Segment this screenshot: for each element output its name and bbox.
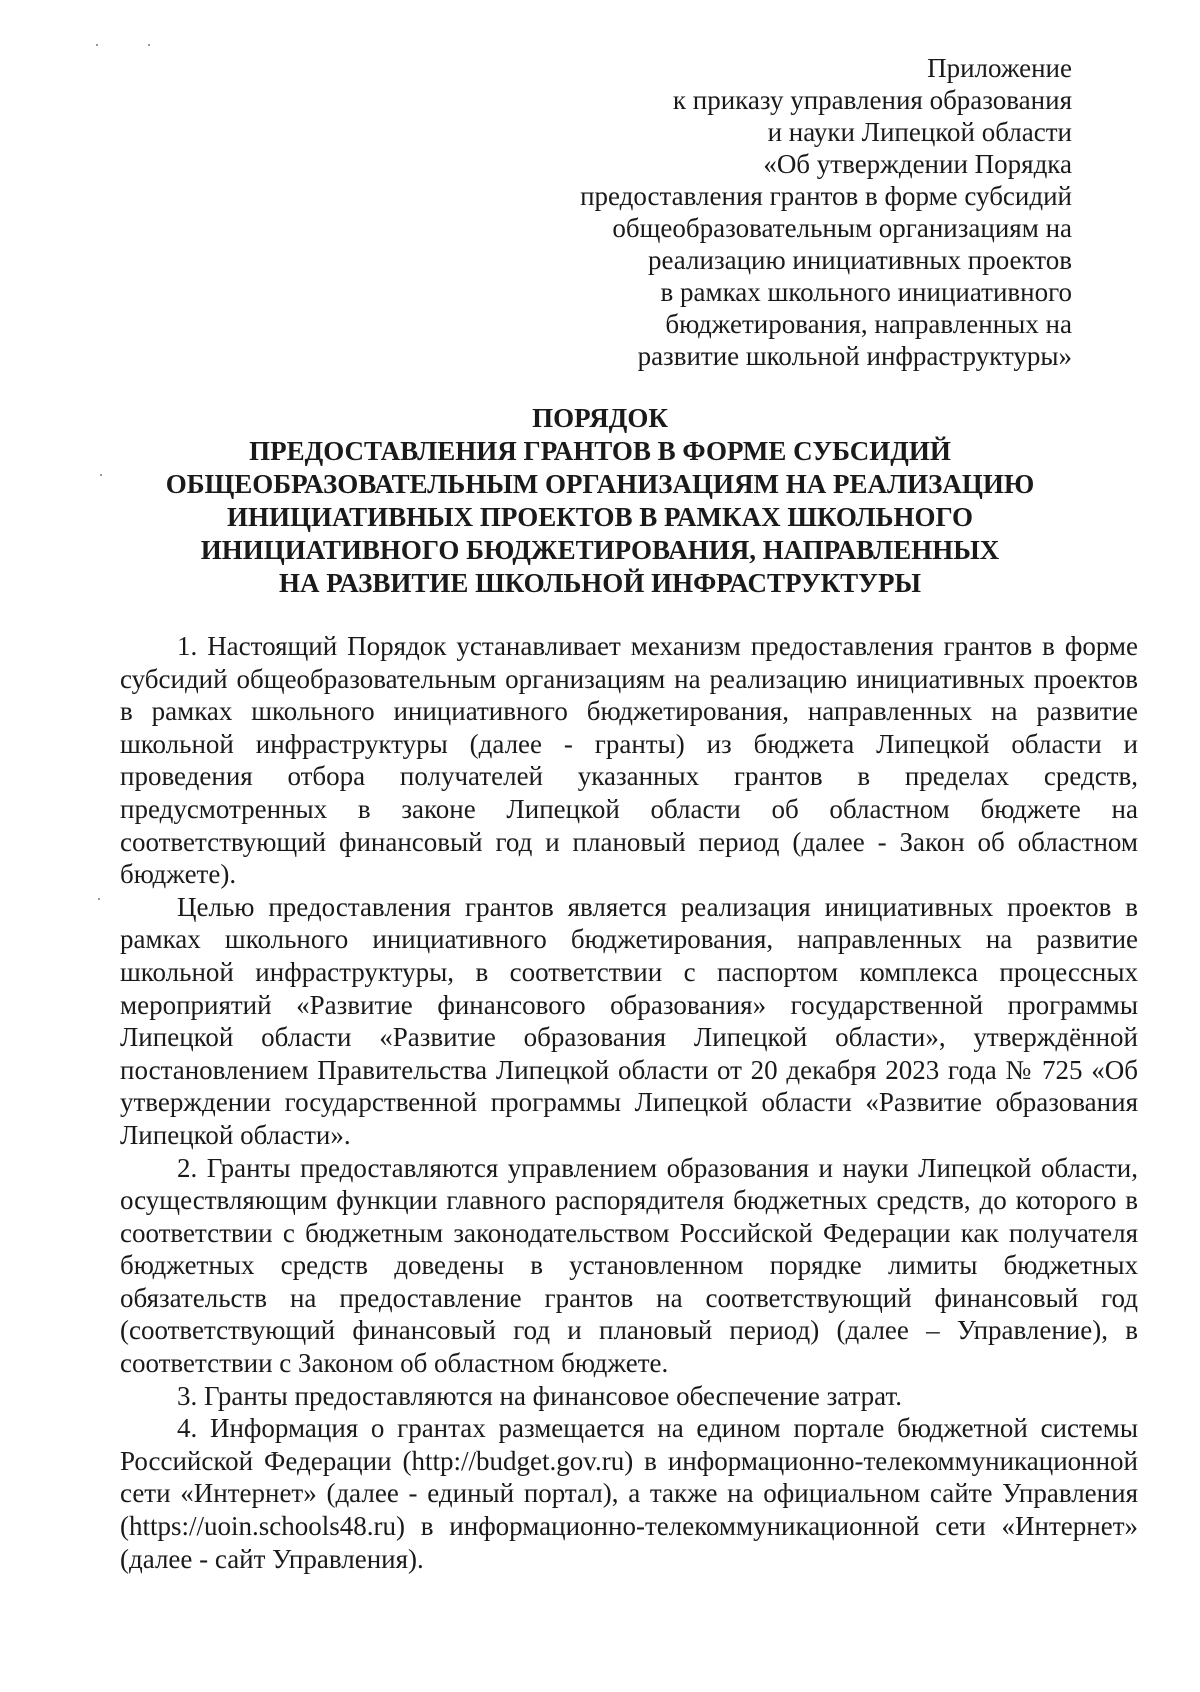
scan-speck (96, 44, 98, 46)
title-line: ИНИЦИАТИВНОГО БЮДЖЕТИРОВАНИЯ, НАПРАВЛЕННЫХ (200, 535, 1000, 565)
appendix-line: «Об утверждении Порядка (763, 149, 1072, 179)
appendix-line: развитие школьной инфраструктуры» (637, 341, 1072, 371)
title-line: НА РАЗВИТИЕ ШКОЛЬНОЙ ИНФРАСТРУКТУРЫ (278, 568, 921, 598)
document-body (120, 630, 1138, 1575)
appendix-line: предоставления грантов в форме субсидий (580, 181, 1072, 211)
document-title (100, 402, 1100, 600)
paragraph-2: 2. Гранты предоставляются управлением образования и науки Липецкой области, осуществляющим функции главного распорядителя бюджетных средств, до которого в соответствии с бюджетным законодательством Российской Федерации как получателя бюджетных средств доведены в установленном порядке лимиты бюджетных обязательств на предоставление грантов на соответствующий финансовый год (соответствующий финансовый год и плановый период) (далее – Управление), в соответствии с Законом об областном бюджете. (120, 1152, 1138, 1379)
appendix-header (512, 52, 1072, 372)
paragraph-1: 1. Настоящий Порядок устанавливает механизм предоставления грантов в форме субсидий общеобразовательным организациям на реализацию инициативных проектов в рамках школьного инициативного бюджетирования, направленных на развитие школьной инфраструктуры (далее - гранты) из бюджета Липецкой области и проведения отбора получателей указанных грантов в пределах средств, предусмотренных в законе Липецкой области об областном бюджете на соответствующий финансовый год и плановый период (далее - Закон об областном бюджете). (120, 631, 1138, 890)
appendix-line: бюджетирования, направленных на (665, 309, 1072, 339)
paragraph-goal: Целью предоставления грантов является реализация инициативных проектов в рамках школьного инициативного бюджетирования, направленных на развитие школьной инфраструктуры, в соответствии с паспортом комплекса процессных мероприятий «Развитие финансового образования» государственной программы Липецкой области «Развитие образования Липецкой области», утверждённой постановлением Правительства Липецкой области от 20 декабря 2023 года № 725 «Об утверждении государственной программы Липецкой области «Развитие образования Липецкой области». (120, 891, 1138, 1150)
appendix-line: и науки Липецкой области (767, 117, 1072, 147)
appendix-line: общеобразовательным организациям на (612, 213, 1072, 243)
title-line: ИНИЦИАТИВНЫХ ПРОЕКТОВ В РАМКАХ ШКОЛЬНОГО (226, 502, 974, 532)
appendix-line: реализацию инициативных проектов (647, 245, 1072, 275)
appendix-line: Приложение (927, 53, 1072, 83)
title-line: ПРЕДОСТАВЛЕНИЯ ГРАНТОВ В ФОРМЕ СУБСИДИЙ (249, 436, 951, 466)
appendix-line: к приказу управления образования (672, 85, 1072, 115)
scan-speck (148, 44, 150, 46)
scan-speck (98, 898, 100, 900)
title-line: ОБЩЕОБРАЗОВАТЕЛЬНЫМ ОРГАНИЗАЦИЯМ НА РЕАЛИЗАЦИЮ (165, 469, 1035, 499)
appendix-line: в рамках школьного инициативного (660, 277, 1072, 307)
title-line: ПОРЯДОК (532, 403, 668, 433)
paragraph-4: 4. Информация о грантах размещается на едином портале бюджетной системы Российской Федерации (http://budget.gov.ru) в информационно-телекоммуникационной сети «Интернет» (далее - единый портал), а также на официальном сайте Управления (https://uoin.schools48.ru) в информационно-телекоммуникационной сети «Интернет» (далее - сайт Управления). (120, 1413, 1138, 1574)
paragraph-3: 3. Гранты предоставляются на финансовое обеспечение затрат. (177, 1380, 902, 1411)
